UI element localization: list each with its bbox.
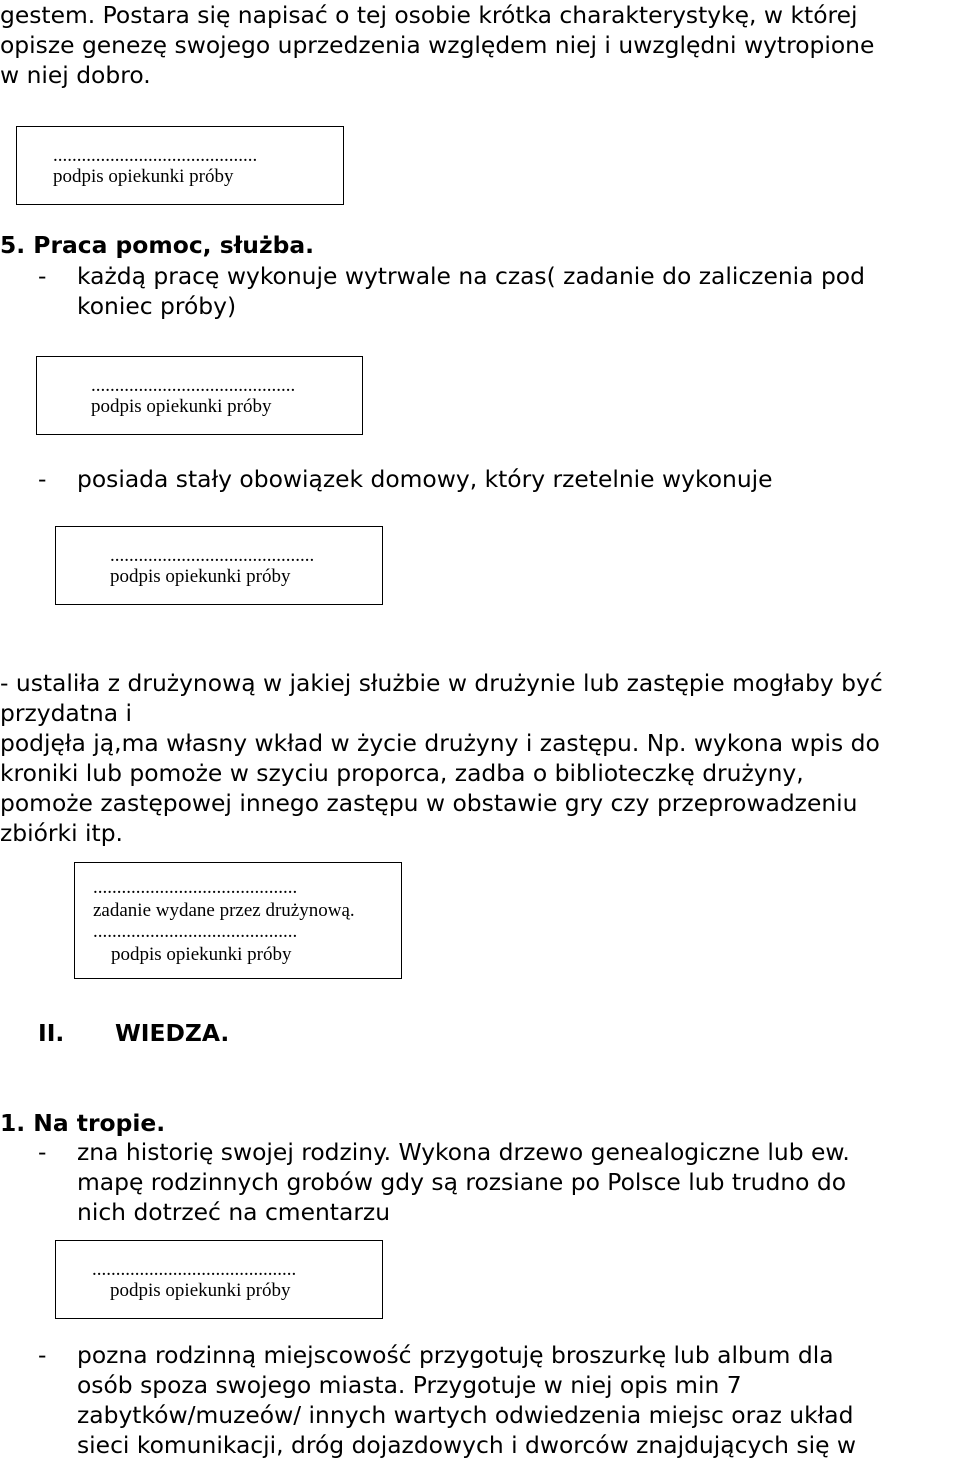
section-heading: 1. Na tropie. — [0, 1109, 166, 1137]
signature-dots: ........................................... — [53, 145, 258, 166]
signature-caption: podpis opiekunki próby — [110, 566, 291, 587]
signature-caption: podpis opiekunki próby — [110, 1280, 291, 1301]
signature-caption: podpis opiekunki próby — [111, 944, 292, 965]
task-signature-box — [74, 862, 402, 979]
signature-dots: ........................................... — [92, 1259, 297, 1280]
list-item-line: nich dotrzeć na cmentarzu — [77, 1198, 391, 1226]
list-item — [0, 261, 865, 321]
paragraph-line: pomoże zastępowej innego zastępu w obstawie gry czy przeprowadzeniu — [0, 789, 858, 817]
signature-box — [55, 526, 383, 605]
bullet-dash: - — [38, 465, 47, 493]
paragraph-line: przydatna i — [0, 699, 133, 727]
list-item-line: zna historię swojej rodziny. Wykona drzewo genealogiczne lub ew. — [77, 1138, 850, 1166]
section-title: WIEDZA. — [115, 1019, 230, 1047]
signature-dots: ........................................... — [93, 921, 298, 942]
list-item-line: posiada stały obowiązek domowy, który rzetelnie wykonuje — [77, 465, 773, 493]
list-item-line: koniec próby) — [77, 292, 237, 320]
list-item — [0, 1137, 850, 1227]
paragraph-line: zbiórki itp. — [0, 819, 123, 847]
list-item-line: każdą pracę wykonuje wytrwale na czas( zadanie do zaliczenia pod — [77, 262, 865, 290]
list-item-line: mapę rodzinnych grobów gdy są rozsiane po Polsce lub trudno do — [77, 1168, 847, 1196]
list-item-line: sieci komunikacji, dróg dojazdowych i dworców znajdujących się w — [77, 1431, 857, 1459]
signature-dots: ........................................... — [93, 877, 298, 898]
list-item-line: osób spoza swojego miasta. Przygotuje w niej opis min 7 — [77, 1371, 742, 1399]
section-heading: 5. Praca pomoc, służba. — [0, 231, 314, 259]
paragraph-line: podjęła ją,ma własny wkład w życie drużyny i zastępu. Np. wykona wpis do — [0, 729, 880, 757]
bullet-dash: - — [38, 1341, 47, 1369]
signature-box — [55, 1240, 383, 1319]
signature-caption: podpis opiekunki próby — [53, 166, 234, 187]
task-caption: zadanie wydane przez drużynową. — [93, 900, 355, 921]
intro-line: opisze genezę swojego uprzedzenia względem niej i uwzględni wytropione — [0, 31, 875, 59]
intro-line: gestem. Postara się napisać o tej osobie krótka charakterystykę, w której — [0, 1, 858, 29]
list-item — [0, 464, 773, 494]
paragraph-line: kroniki lub pomoże w szyciu proporca, zadba o biblioteczkę drużyny, — [0, 759, 804, 787]
bullet-dash: - — [38, 262, 47, 290]
list-item — [0, 1340, 856, 1460]
signature-box — [36, 356, 363, 435]
signature-dots: ........................................... — [110, 545, 315, 566]
signature-dots: ........................................... — [91, 375, 296, 396]
paragraph-line: - ustaliła z drużynową w jakiej służbie w drużynie lub zastępie mogłaby być — [0, 669, 883, 697]
bullet-dash: - — [38, 1138, 47, 1166]
section-numeral: II. — [38, 1019, 65, 1047]
signature-caption: podpis opiekunki próby — [91, 396, 272, 417]
intro-line: w niej dobro. — [0, 61, 151, 89]
list-item-line: zabytków/muzeów/ innych wartych odwiedzenia miejsc oraz układ — [77, 1401, 854, 1429]
service-paragraph — [0, 668, 883, 848]
list-item-line: pozna rodzinną miejscowość przygotuję broszurkę lub album dla — [77, 1341, 834, 1369]
signature-box — [16, 126, 344, 205]
intro-paragraph — [0, 0, 874, 90]
